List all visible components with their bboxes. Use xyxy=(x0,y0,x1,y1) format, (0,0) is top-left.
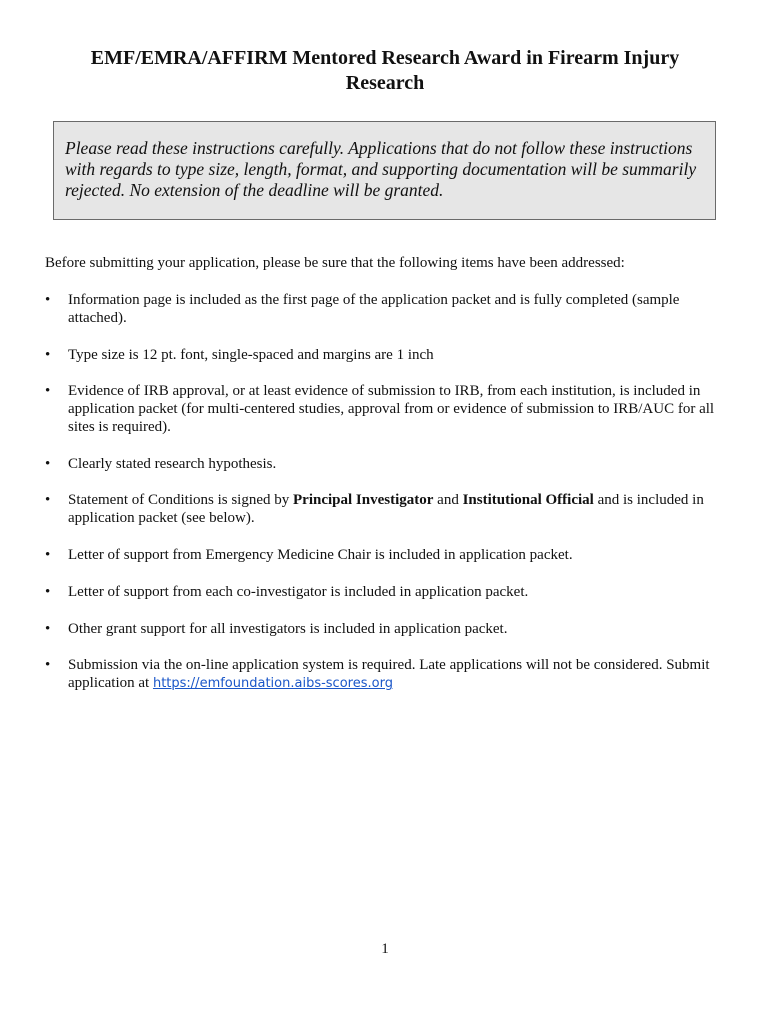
page-number: 1 xyxy=(381,941,389,957)
statement-text-part3: and is included in application packet (see below). xyxy=(68,492,704,526)
application-system-link[interactable]: https://emfoundation.aibs-scores.org xyxy=(152,676,393,691)
institutional-official-label: Institutional Official xyxy=(462,492,594,508)
principal-investigator-label: Principal Investigator xyxy=(293,492,434,508)
checklist-item-text: Letter of support from Emergency Medicine Chair is included in application packet. xyxy=(68,547,573,563)
bullet-icon: • xyxy=(45,584,51,600)
bullet-icon: • xyxy=(45,347,51,363)
checklist-item-text: Other grant support for all investigators is included in application packet. xyxy=(68,621,508,637)
bullet-icon: • xyxy=(45,492,51,508)
document-title: EMF/EMRA/AFFIRM Mentored Research Award in Firearm Injury Research xyxy=(90,47,680,94)
checklist-item-text xyxy=(68,656,728,693)
instructions-notice-box: Please read these instructions carefully. Applications that do not follow these instructions with regards to type size, length, format, and supporting documentation will be summarily rejected. No extension of the deadline will be granted. xyxy=(53,121,716,220)
statement-text-part2: and xyxy=(433,492,463,508)
checklist-item-text: Letter of support from each co-investigator is included in application packet. xyxy=(68,584,529,600)
checklist-item-text: Information page is included as the first page of the application packet and is fully completed (sample attached). xyxy=(68,292,680,326)
bullet-icon: • xyxy=(45,657,51,673)
bullet-icon: • xyxy=(45,292,51,308)
checklist-item-text: Evidence of IRB approval, or at least evidence of submission to IRB, from each institution, is included in application packet (for multi-centered studies, approval from or evidence of submission to IRB/AUC for all sites is required). xyxy=(68,383,715,435)
bullet-icon: • xyxy=(45,621,51,637)
checklist-item-text: Clearly stated research hypothesis. xyxy=(68,456,277,472)
checklist-item-text xyxy=(68,491,728,527)
bullet-icon: • xyxy=(45,456,51,472)
intro-paragraph: Before submitting your application, please be sure that the following items have been addressed: xyxy=(45,255,625,271)
checklist-item-text: Type size is 12 pt. font, single-spaced and margins are 1 inch xyxy=(68,347,434,363)
bullet-icon: • xyxy=(45,383,51,399)
submission-text: Submission via the on-line application system is required. Late applications will not be considered. Submit application at xyxy=(68,657,710,691)
statement-text-part1: Statement of Conditions is signed by xyxy=(68,492,293,508)
bullet-icon: • xyxy=(45,547,51,563)
